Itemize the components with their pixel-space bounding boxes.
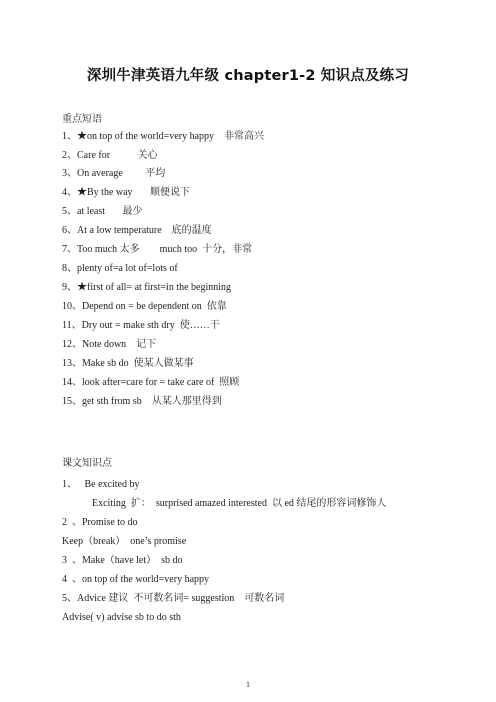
phrase-item: 8、plenty of=a lot of=lots of [62,263,178,274]
section-heading-text-points: 课文知识点 [62,458,112,469]
text-point-item: 5、Advice 建议 不可数名词= suggestion 可数名词 [62,593,285,604]
phrase-item: 13、Make sb do 使某人做某事 [62,358,194,369]
text-point-item: 4 、on top of the world=very happy [62,574,210,585]
phrase-item: 9、★first of all= at first=in the beginning [62,282,232,293]
phrase-item: 6、At a low temperature 底的温度 [62,225,212,236]
phrase-item: 7、Too much 太多 much too 十分，非常 [62,244,253,255]
text-point-item: 1、 Be excited by [62,479,140,490]
phrase-item: 12、Note down 记下 [62,339,157,350]
phrase-item: 14、look after=care for = take care of 照顾 [62,377,240,388]
phrase-item: 1、★on top of the world=very happy 非常高兴 [62,131,265,142]
text-point-item: 3 、Make（have let） sb do [62,555,183,566]
phrase-item: 4、★By the way 顺便说下 [62,187,191,198]
phrase-item: 2、Care for 关心 [62,150,158,161]
text-point-item: Keep（break） one’s promise [62,536,187,547]
phrase-item: 3、On average 平均 [62,168,166,179]
document-title: 深圳牛津英语九年级 chapter1-2 知识点及练习 [86,68,410,84]
section-heading-key-phrases: 重点短语 [62,114,102,125]
phrase-item: 10、Depend on = be dependent on 依靠 [62,301,227,312]
text-point-item: 2 、Promise to do [62,517,138,528]
text-point-item: Exciting 扩： surprised amazed interested 以 ed 结尾的形容词修饰人 [92,498,387,509]
page-number: 1 [246,680,250,689]
phrase-item: 11、Dry out = make sth dry 使……干 [62,320,220,331]
phrase-item: 5、at least 最少 [62,206,143,217]
text-point-item: Advise( v) advise sb to do sth [62,612,181,623]
phrase-item: 15、get sth from sb 从某人那里得到 [62,396,222,407]
